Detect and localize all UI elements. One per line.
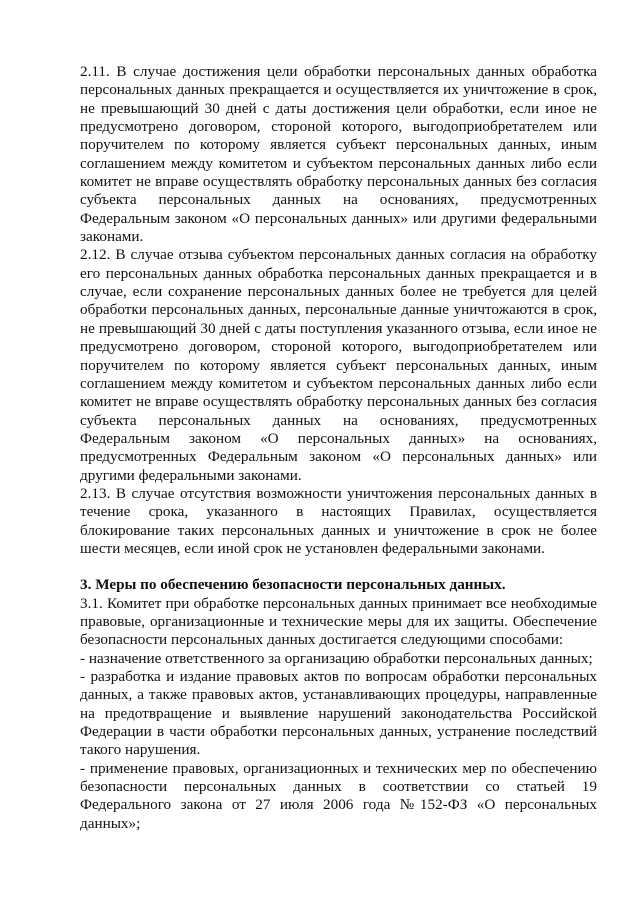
paragraph-2-13: 2.13. В случае отсутствия возможности уничтожения персональных данных в течение срока, указанного в настоящих Правилах, осуществляется блокирование таких персональных данных и уничтожение в срок не более шести месяцев, если иной срок не установлен федеральными законами. — [80, 484, 597, 557]
paragraph-2-12: 2.12. В случае отзыва субъектом персональных данных согласия на обработку его персональных данных обработка персональных данных прекращается и в случае, если сохранение персональных данных более не требуется для целей обработки персональных данных, персональные данные уничтожаются в срок, не превышающий 30 дней с даты поступления указанного отзыва, если иное не предусмотрено договором, стороной которого, выгодоприобретателем или поручителем по которому является субъект персональных данных, иным соглашением между комитетом и субъектом персональных данных либо если комитет не вправе осуществлять обработку персональных данных без согласия субъекта персональных данных на основаниях, предусмотренных Федеральным законом «О персональных данных» на основаниях, предусмотренных Федеральным законом «О персональных данных» или другими федеральными законами. — [80, 246, 597, 484]
list-item: - назначение ответственного за организацию обработки персональных данных; — [80, 649, 593, 667]
document-page — [80, 63, 597, 833]
list-item: - разработка и издание правовых актов по вопросам обработки персональных данных, а также правовых актов, устанавливающих процедуры, направленные на предотвращение и выявление нарушений законодательства Российской Федерации в части обработки персональных данных, устранение последствий такого нарушения. — [80, 668, 597, 759]
list-item: - применение правовых, организационных и технических мер по обеспечению безопасности персональных данных в соответствии со статьей 19 Федерального закона от 27 июля 2006 года №152-ФЗ «О персональных данных»; — [80, 759, 597, 832]
paragraph-3-1: 3.1. Комитет при обработке персональных данных принимает все необходимые правовые, организационные и технические меры для их защиты. Обеспечение безопасности персональных данных достигается следующими способами: — [80, 594, 597, 649]
paragraph-2-11: 2.11. В случае достижения цели обработки персональных данных обработка персональных данных прекращается и осуществляется их уничтожение в срок, не превышающий 30 дней с даты достижения цели обработки, если иное не предусмотрено договором, стороной которого, выгодоприобретателем или поручителем по которому является субъект персональных данных, иным соглашением между комитетом и субъектом персональных данных либо если комитет не вправе осуществлять обработку персональных данных без согласия субъекта персональных данных на основаниях, предусмотренных Федеральным законом «О персональных данных» или другими федеральными законами. — [80, 63, 597, 246]
section-3-heading: 3. Меры по обеспечению безопасности персональных данных. — [80, 576, 506, 594]
section-spacer — [80, 558, 597, 576]
